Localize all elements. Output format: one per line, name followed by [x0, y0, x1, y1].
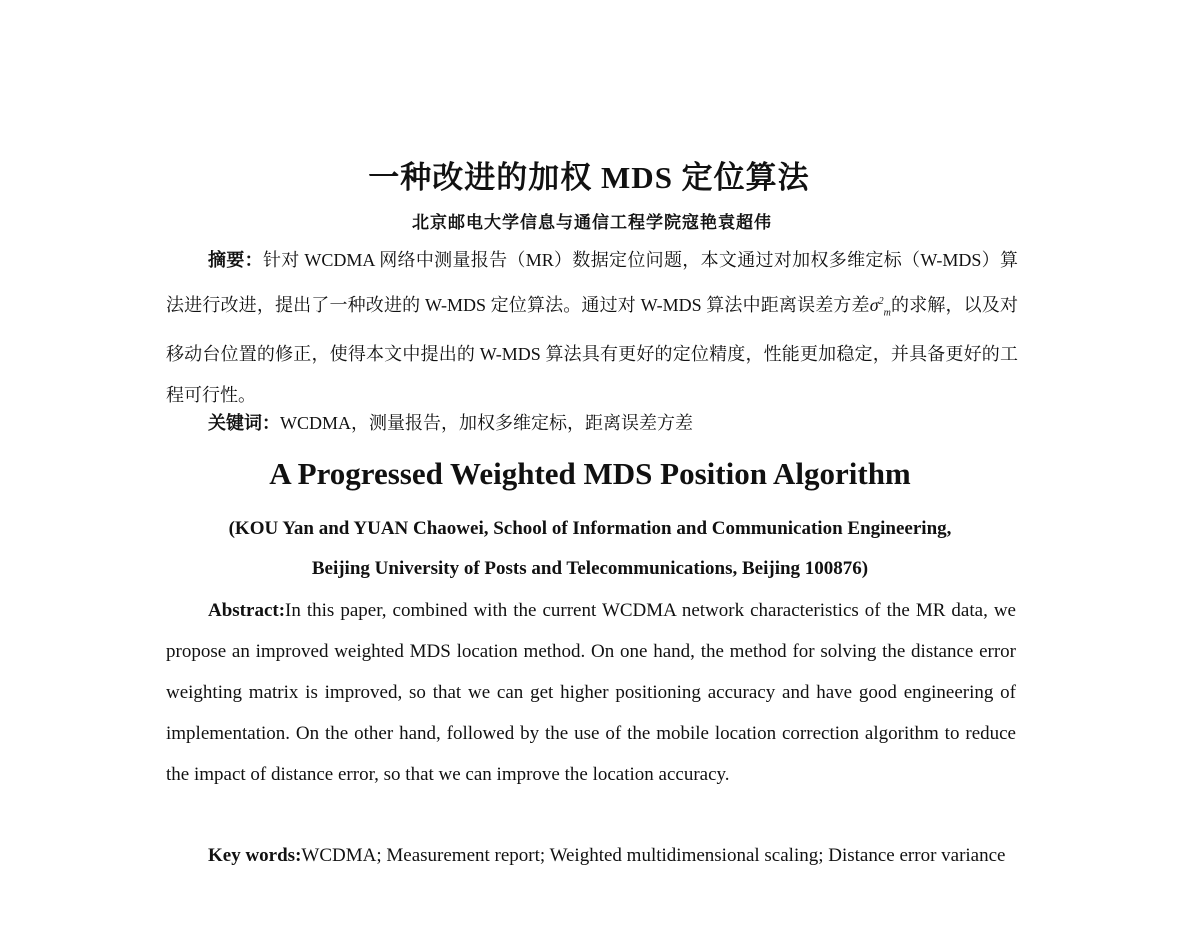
chinese-abstract-text-after: 的求解，以及对移动台位置的修正，使得本文中提出的 W-MDS 算法具有更好的定位精度，性能更加稳定，并具备更好的工程可行性。	[166, 295, 1019, 405]
english-abstract-label: Abstract:	[208, 600, 286, 621]
chinese-title: 一种改进的加权 MDS 定位算法	[368, 160, 810, 195]
english-title: A Progressed Weighted MDS Position Algorithm	[269, 456, 911, 491]
english-keywords-label: Key words:	[208, 845, 302, 866]
english-affiliation-line2: Beijing University of Posts and Telecommunications, Beijing 100876)	[311, 558, 869, 579]
sigma-symbol	[869, 295, 891, 319]
english-affiliation-line1: (KOU Yan and YUAN Chaowei, School of Information and Communication Engineering,	[228, 518, 952, 539]
sigma-superscript: 2	[878, 296, 884, 307]
chinese-abstract-label: 摘要：	[208, 250, 263, 270]
sigma-subscript: m	[883, 307, 891, 319]
chinese-abstract-text-before: 针对 WCDMA 网络中测量报告（MR）数据定位问题，本文通过对加权多维定标（W-MDS）算法进行改进，提出了一种改进的 W-MDS 定位算法。通过对 W-MDS 算法中距离误差方差	[166, 250, 1018, 315]
sigma-base: σ	[869, 295, 879, 315]
chinese-abstract	[166, 240, 1018, 416]
chinese-keywords	[166, 403, 1018, 444]
chinese-keywords-text: WCDMA，测量报告，加权多维定标，距离误差方差	[280, 413, 693, 433]
english-keywords	[166, 835, 1016, 876]
english-keywords-text: WCDMA; Measurement report; Weighted multidimensional scaling; Distance error variance	[301, 845, 1006, 866]
english-abstract-text: In this paper, combined with the current WCDMA network characteristics of the MR data, we propose an improved weighted MDS location method. On one hand, the method for solving the distance error weighting matrix is improved, so that we can get higher positioning accuracy and have good engineering of implementation. On the other hand, followed by the use of the mobile location correction algorithm to reduce the impact of distance error, so that we can improve the location accuracy.	[166, 600, 1016, 785]
english-abstract	[166, 590, 1016, 795]
chinese-keywords-label: 关键词：	[208, 413, 280, 433]
chinese-affiliation: 北京邮电大学信息与通信工程学院寇艳袁超伟	[412, 213, 772, 232]
